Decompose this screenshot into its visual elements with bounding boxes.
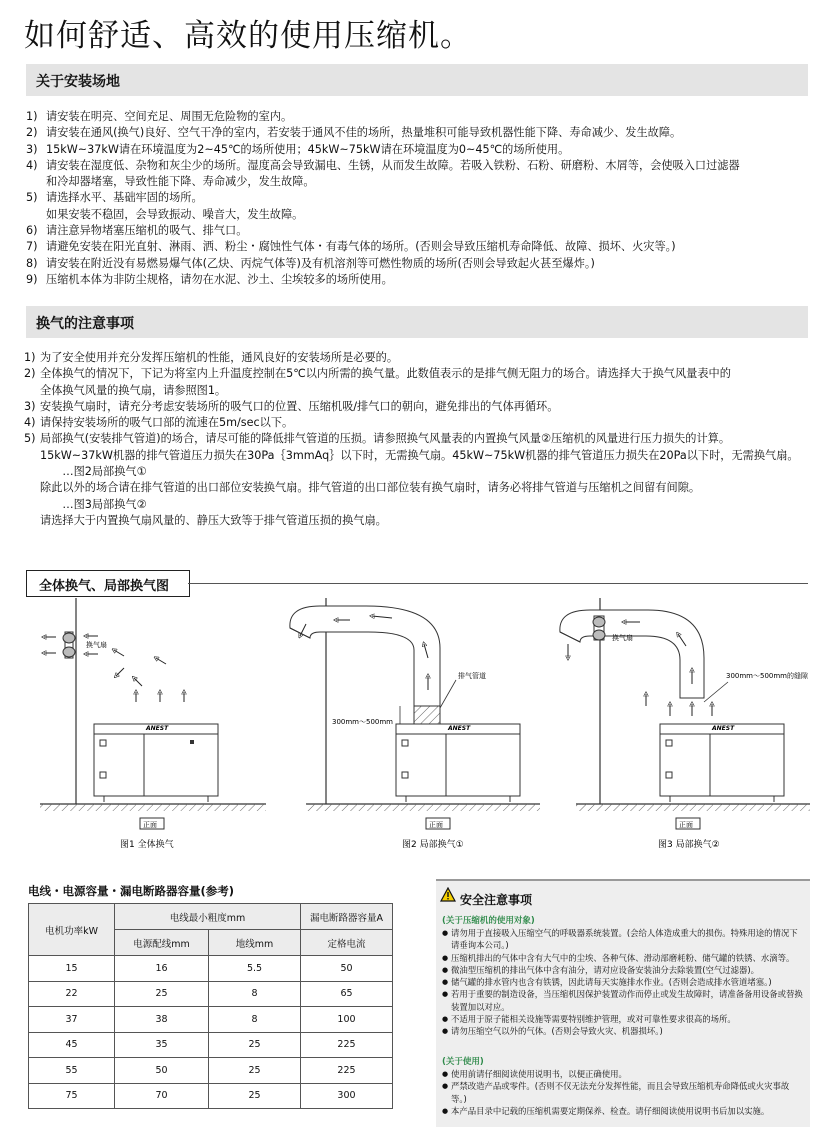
col-rated-header: 定格电流 — [300, 930, 392, 956]
safety-item: ● 严禁改造产品或零件。(否则不仅无法充分发挥性能，而且会导致压缩机寿命降低或火灾事故等。) — [442, 1080, 804, 1105]
brand-logo: ANEST — [448, 725, 471, 732]
ventilation-item-number: 5) — [24, 432, 36, 446]
installation-item-text: 如果安装不稳固，会导致振动、噪音大，发生故障。 — [46, 207, 304, 221]
figure-3-local-ventilation-2 — [560, 598, 810, 850]
fig3-caption: 图3 局部换气② — [658, 840, 720, 850]
ventilation-item-text: 为了安全使用并充分发挥压缩机的性能，通风良好的安装场所是必要的。 — [40, 351, 399, 364]
installation-item — [26, 239, 816, 255]
installation-item-number: 5) — [26, 191, 38, 205]
installation-list — [26, 109, 816, 288]
safety-title: 安全注意事项 — [460, 893, 533, 907]
table-cell: 100 — [300, 1007, 392, 1033]
diagram-rule — [188, 583, 808, 584]
section-heading-installation-label: 关于安装场地 — [36, 74, 120, 90]
page-title: 如何舒适、高效的使用压缩机。 — [24, 18, 472, 54]
warning-icon — [440, 887, 456, 902]
installation-item-text: 请选择水平、基础牢固的场所。 — [46, 191, 203, 205]
gap-label-fig3: 300mm～500mm的缝隙 — [726, 672, 808, 680]
safety-item: ● 本产品目录中记载的压缩机需要定期保养、检查。请仔细阅读使用说明书后加以实施。 — [442, 1105, 804, 1117]
table-cell: 25 — [209, 1032, 301, 1058]
ventilation-item-number: 2) — [24, 367, 36, 381]
ventilation-item-text: 安装换气扇时，请充分考虑安装场所的吸气口的位置、压缩机吸/排气口的朝向，避免排出的气体再循环。 — [40, 399, 559, 413]
col-breaker-header: 漏电断路器容量A — [300, 904, 392, 930]
safety-item: ● 若用于重要的制造设备，当压缩机因保护装置动作而停止或发生故障时，请准备备用设备或替换装置加以对应。 — [442, 988, 804, 1013]
front-label-2: 正面 — [429, 821, 443, 829]
table-cell: 225 — [300, 1058, 392, 1084]
installation-item-number: 8) — [26, 256, 38, 270]
exhaust-duct — [290, 606, 440, 706]
installation-item-text: 压缩机本体为非防尘规格，请勿在水泥、沙土、尘埃较多的场所使用。 — [46, 272, 393, 286]
safety-item: ● 储气罐的排水管内也含有铁锈，因此请每天实施排水作业。(否则会造成排水管道堵塞。) — [442, 976, 804, 988]
fan-label-3: 换气扇 — [612, 634, 633, 642]
ventilation-item-text: …图3局部换气② — [40, 497, 147, 511]
section-heading-installation — [26, 64, 808, 96]
figure-2-local-ventilation-1 — [290, 598, 540, 850]
safety-item: ● 请勿压缩空气以外的气体。(否则会导致火灾、机器损坏。) — [442, 1025, 804, 1037]
installation-item — [26, 223, 816, 239]
ventilation-item — [24, 415, 814, 431]
table-cell: 55 — [29, 1058, 115, 1084]
table-cell: 50 — [300, 956, 392, 982]
ventilation-item-text: 全体换气的情况下，下记为将室内上升温度控制在5℃以内所需的换气量。此数值表示的是排气侧无阻力的场合。请选择大于换气风量表中的 — [40, 367, 731, 381]
table-cell: 45 — [29, 1032, 115, 1058]
col-power-header: 电机功率kW — [29, 904, 115, 956]
safety-item: ● 压缩机排出的气体中含有大气中的尘埃、各种气体、滑动部磨耗粉、储气罐的铁锈、水滴等。 — [442, 952, 804, 964]
compressor-unit-1 — [94, 724, 218, 802]
safety-subheading-usage-target: (关于压缩机的使用对象) — [442, 916, 535, 926]
compressor-unit-2 — [396, 724, 520, 802]
safety-notice-panel — [436, 879, 810, 1127]
installation-item-text: 请安装在湿度低、杂物和灰尘少的场所。湿度高会导致漏电、生锈，从而发生故障。若吸入铁粉、石粉、研磨粉、木屑等，会使吸入口过滤器 — [46, 158, 740, 172]
fig1-caption: 图1 全体换气 — [120, 840, 174, 850]
table-cell: 225 — [300, 1032, 392, 1058]
gap-label-fig2: 300mm～500mm — [332, 718, 393, 726]
ventilation-item — [24, 350, 814, 366]
table-cell: 8 — [209, 981, 301, 1007]
ventilation-diagrams — [20, 598, 820, 860]
table-cell: 37 — [29, 1007, 115, 1033]
table-cell: 75 — [29, 1083, 115, 1109]
table-cell: 50 — [115, 1058, 209, 1084]
safety-list-usage — [442, 1068, 804, 1117]
safety-item: ● 请勿用于直接吸入压缩空气的呼吸器系统装置。(会给人体造成重大的损伤。特殊用途的情况下请垂询本公司。) — [442, 927, 804, 952]
installation-item-text: 请安装在附近没有易燃易爆气体(乙炔、丙烷气体等)及有机溶剂等可燃性物质的场所(否则会导致起火甚至爆炸。) — [46, 256, 595, 270]
installation-item — [26, 109, 816, 125]
brand-logo: ANEST — [146, 725, 169, 732]
duct-label: 排气管道 — [458, 672, 486, 680]
table-cell: 65 — [300, 981, 392, 1007]
installation-item — [26, 125, 816, 141]
section-heading-ventilation — [26, 306, 808, 338]
ventilation-item-number: 1) — [24, 351, 36, 364]
installation-item — [26, 158, 816, 191]
ventilation-item-text: 局部换气(安装排气管道)的场合，请尽可能的降低排气管道的压损。请参照换气风量表的内置换气风量②压缩机的风量进行压力损失的计算。 — [40, 432, 731, 446]
table-cell: 15 — [29, 956, 115, 982]
installation-item-text: 请注意异物堵塞压缩机的吸气、排气口。 — [46, 224, 248, 238]
table-cell: 35 — [115, 1032, 209, 1058]
installation-item — [26, 142, 816, 158]
col-ground-header: 地线mm — [209, 930, 301, 956]
ventilation-item-text: …图2局部换气① — [40, 465, 147, 479]
ventilation-item-number: 4) — [24, 416, 36, 430]
compressor-unit-3 — [660, 724, 784, 802]
installation-item-text: 请避免安装在阳光直射、淋雨、洒、粉尘・腐蚀性气体・有毒气体的场所。(否则会导致压缩机寿命降低、故障、损坏、火灾等。) — [46, 240, 676, 254]
brand-logo: ANEST — [712, 725, 735, 732]
ventilation-item-text: 全体换气风量的换气扇，请参照图1。 — [40, 383, 227, 397]
table-row — [29, 981, 393, 1007]
table-cell: 22 — [29, 981, 115, 1007]
capacity-table — [28, 903, 393, 1109]
table-row — [29, 1083, 393, 1109]
installation-item-number: 3) — [26, 142, 38, 156]
table-row — [29, 1058, 393, 1084]
installation-item-text: 15kW~37kW请在环境温度为2~45℃的场所使用；45kW~75kW请在环境温度为0~45℃的场所使用。 — [46, 142, 570, 156]
table-row — [29, 1007, 393, 1033]
front-label-3: 正面 — [679, 821, 693, 829]
installation-item-number: 9) — [26, 272, 38, 286]
safety-list-usage-target — [442, 927, 804, 1038]
installation-item-text: 和冷却器堵塞，导致性能下降、寿命减少，发生故障。 — [46, 175, 315, 189]
table-cell: 38 — [115, 1007, 209, 1033]
installation-item-number: 7) — [26, 240, 38, 254]
installation-item-number: 1) — [26, 110, 38, 123]
table-cell: 25 — [115, 981, 209, 1007]
ventilation-item-text: 除此以外的场合请在排气管道的出口部位安装换气扇。排气管道的出口部位装有换气扇时，请务必将排气管道与压缩机之间留有间隙。 — [40, 481, 701, 495]
table-row — [29, 1032, 393, 1058]
ventilation-item — [24, 431, 814, 529]
installation-item — [26, 256, 816, 272]
capacity-table-title: 电线・电源容量・漏电断路器容量(参考) — [28, 884, 235, 898]
installation-item-text: 请安装在明亮、空间充足、周围无危险物的室内。 — [46, 110, 293, 123]
installation-item — [26, 272, 816, 288]
diagram-heading: 全体换气、局部换气图 — [39, 579, 170, 594]
fan-label: 换气扇 — [86, 641, 107, 649]
ventilation-list — [24, 350, 814, 529]
ventilation-item-text: 请保持安装场所的吸气口部的流速在5m/sec以下。 — [40, 416, 294, 430]
floor-hatch — [40, 804, 266, 811]
ventilation-item-number: 3) — [24, 399, 36, 413]
table-cell: 25 — [209, 1058, 301, 1084]
ventilation-item — [24, 366, 814, 399]
col-supply-header: 电源配线mm — [115, 930, 209, 956]
diagram-heading-box — [26, 570, 190, 597]
table-cell: 5.5 — [209, 956, 301, 982]
fan-icon — [63, 632, 75, 658]
ventilation-item-text: 15kW~37kW机器的排气管道压力损失在30Pa｛3mmAq｝以下时，无需换气扇。45kW~75kW机器的排气管道压力损失在20Pa以下时，无需换气扇。 — [40, 448, 799, 462]
fan-icon — [593, 616, 605, 640]
installation-item-number: 6) — [26, 224, 38, 238]
fig2-caption: 图2 局部换气① — [402, 840, 464, 850]
safety-subheading-usage: (关于使用) — [442, 1057, 484, 1067]
ventilation-item-text: 请选择大于内置换气扇风量的、静压大致等于排气管道压损的换气扇。 — [40, 513, 387, 527]
installation-item-number: 4) — [26, 158, 38, 172]
table-cell: 300 — [300, 1083, 392, 1109]
section-heading-ventilation-label: 换气的注意事项 — [36, 316, 134, 332]
front-label-1: 正面 — [143, 821, 157, 829]
installation-item-text: 请安装在通风(换气)良好、空气干净的室内，若安装于通风不佳的场所，热量堆积可能导致机器性能下降、寿命减少、发生故障。 — [46, 126, 682, 140]
table-cell: 70 — [115, 1083, 209, 1109]
table-cell: 8 — [209, 1007, 301, 1033]
ventilation-item — [24, 399, 814, 415]
duct-connector — [414, 706, 440, 724]
table-cell: 25 — [209, 1083, 301, 1109]
exhaust-duct-3 — [560, 610, 704, 698]
figure-1-general-ventilation — [40, 598, 266, 850]
table-row — [29, 956, 393, 982]
col-wire-header: 电线最小粗度mm — [115, 904, 301, 930]
table-cell: 16 — [115, 956, 209, 982]
safety-item: ● 不适用于原子能相关设施等需要特别维护管理，或对可靠性要求很高的场所。 — [442, 1013, 804, 1025]
safety-item: ● 使用前请仔细阅读使用说明书，以便正确使用。 — [442, 1068, 804, 1080]
installation-item — [26, 190, 816, 223]
installation-item-number: 2) — [26, 126, 38, 140]
safety-item: ● 微油型压缩机的排出气体中含有油分，请对应设备安装油分去除装置(空气过滤器)。 — [442, 964, 804, 976]
